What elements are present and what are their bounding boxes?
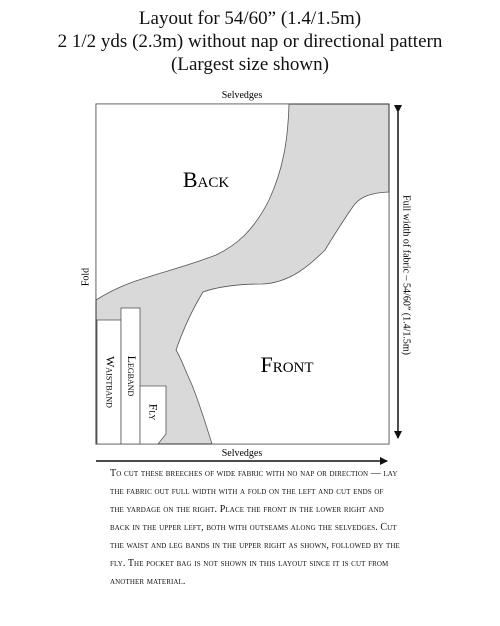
- waistband-label: Waistband: [103, 356, 118, 408]
- selvedges-top-label: Selvedges: [221, 90, 263, 101]
- fold-label: Fold: [80, 267, 92, 287]
- title-line-3: (Largest size shown): [171, 54, 329, 75]
- back-label: Back: [182, 167, 230, 192]
- selvedges-bottom-label: Selvedges: [221, 448, 263, 459]
- legband-label: Legband: [124, 355, 139, 397]
- front-label: Front: [260, 352, 314, 377]
- fly-label: Fly: [146, 403, 161, 421]
- title-line-1: Layout for 54/60” (1.4/1.5m): [138, 8, 362, 29]
- title-line-2: 2 1/2 yds (2.3m) without nap or directional pattern: [57, 31, 443, 52]
- full-width-label: Full width of fabric – 54/60” (1.4/1.5m): [400, 195, 412, 355]
- cutting-instructions: To cut these breeches of wide fabric with no nap or direction — lay the fabric out full width with a fold on the left and cut ends of the yardage on the right. Place the front in the lower right and back in the upper left, both with outseams along the selvedges. Cut the waist and leg bands in the upper right as shown, followed by the fly. The pocket bag is not shown in this layout since it is cut from another material.: [110, 468, 400, 587]
